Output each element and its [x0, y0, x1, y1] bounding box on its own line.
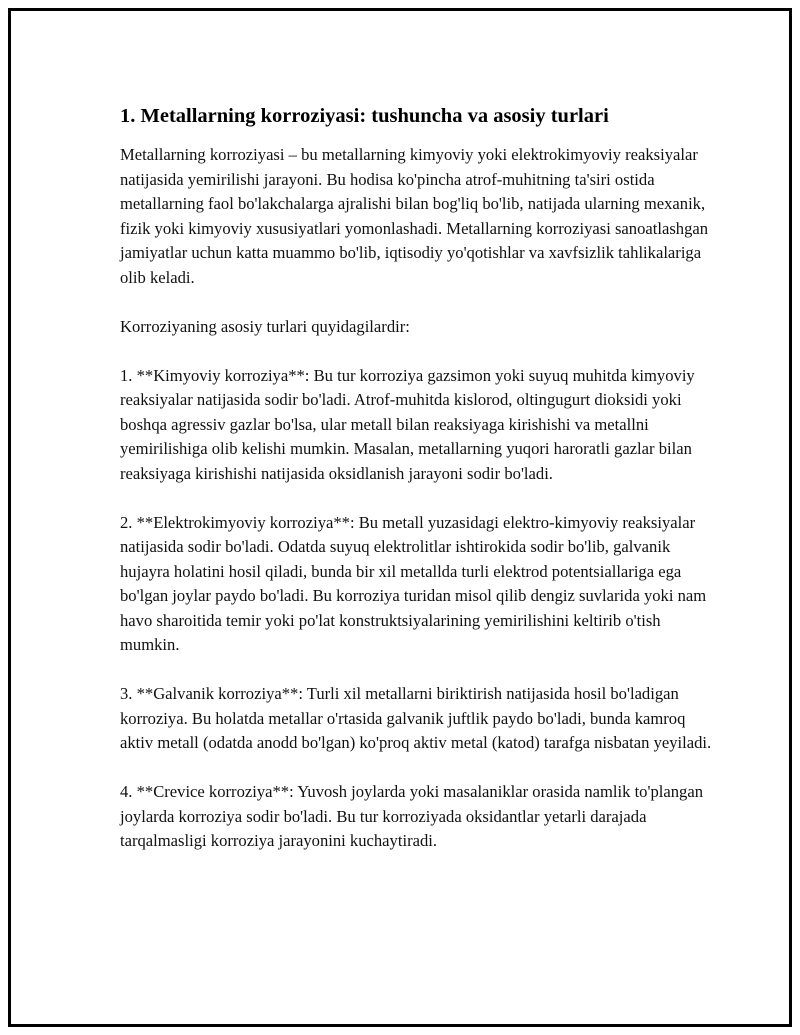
document-body: [120, 103, 720, 878]
document-title: 1. Metallarning korroziyasi: tushuncha va asosiy turlari: [120, 105, 609, 127]
intro-paragraph: Metallarning korroziyasi – bu metallarning kimyoviy yoki elektrokimyoviy reaksiyalar natijasida yemirilishi jarayoni. Bu hodisa ko'pincha atrof-muhitning ta'siri ostida metallarning faol bo'lakchalarga ajralishi bilan bog'liq bo'lib, natijada ularning mexanik, fizik yoki kimyoviy xususiyatlari yomonlashadi. Metallarning korroziyasi sanoatlashgan jamiyatlar uchun katta muammo bo'lib, iqtisodiy yo'qotishlar va xavfsizlik tahlikalariga olib keladi.: [120, 145, 709, 287]
galvanic-corrosion-paragraph: 3. **Galvanik korroziya**: Turli xil metallarni biriktirish natijasida hosil bo'ladigan korroziya. Bu holatda metallar o'rtasida galvanik juftlik paydo bo'ladi, bunda kamroq aktiv metall (odatda anodd bo'lgan) ko'proq aktiv metal (katod) tarafga nisbatan yeyiladi.: [120, 684, 712, 752]
types-heading-paragraph: Korroziyaning asosiy turlari quyidagilardir:: [120, 316, 410, 336]
electrochemical-corrosion-paragraph: 2. **Elektrokimyoviy korroziya**: Bu metall yuzasidagi elektro-kimyoviy reaksiyalar natijasida sodir bo'ladi. Odatda suyuq elektrolitlar ishtirokida sodir bo'lib, galvanik hujayra holatini hosil qiladi, bunda bir xil metallda turli elektrod potentsiallariga ega bo'lgan joylar paydo bo'ladi. Bu korroziya turidan misol qilib dengiz suvlarida yoki nam havo sharoitida temir yoki po'lat konstruktsiyalarining yemirilishini keltirib o'tish mumkin.: [120, 512, 707, 654]
page-frame: [8, 8, 792, 1027]
chemical-corrosion-paragraph: 1. **Kimyoviy korroziya**: Bu tur korroziya gazsimon yoki suyuq muhitda kimyoviy reaksiyalar natijasida sodir bo'ladi. Atrof-muhitda kislorod, oltingugurt dioksidi yoki boshqa agressiv gazlar bo'lsa, ular metall bilan reaksiyaga kirishishi va metallni yemirilishiga olib kelishi mumkin. Masalan, metallarning yuqori haroratli gazlar bilan reaksiyaga kirishishi natijasida oksidlanish jarayoni sodir bo'ladi.: [120, 365, 695, 483]
crevice-corrosion-paragraph: 4. **Crevice korroziya**: Yuvosh joylarda yoki masalaniklar orasida namlik to'plangan joylarda korroziya sodir bo'ladi. Bu tur korroziyada oksidantlar yetarli darajada tarqalmasligi korroziya jarayonini kuchaytiradi.: [120, 782, 704, 850]
